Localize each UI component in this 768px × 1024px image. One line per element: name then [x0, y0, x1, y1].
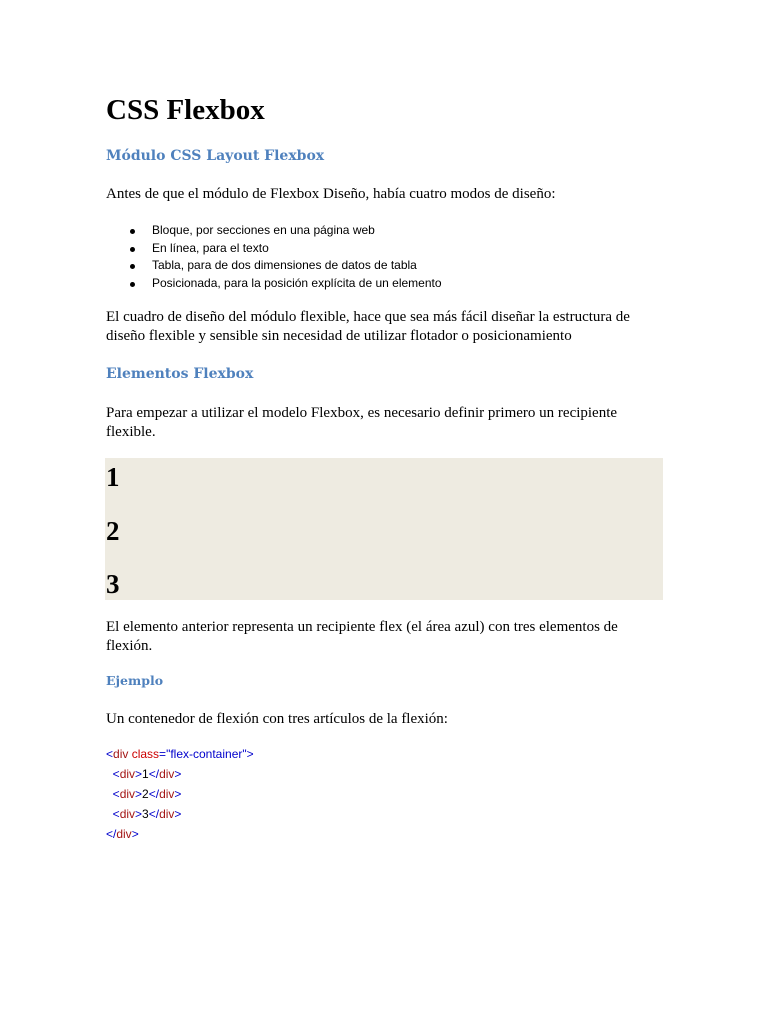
flex-container-intro: Para empezar a utilizar el modelo Flexbox, es necesario definir primero un recipiente flexible. [106, 405, 618, 440]
code-line-child: <div>1</div> [112, 767, 182, 781]
flex-item-1: 1 [106, 462, 120, 492]
list-item: Tabla, para de dos dimensiones de datos de tabla [106, 257, 442, 275]
intro-paragraph: Antes de que el módulo de Flexbox Diseño, había cuatro modos de diseño: [106, 186, 556, 202]
flex-item-2: 2 [106, 516, 120, 546]
flexible-box-paragraph: El cuadro de diseño del módulo flexible, hace que sea más fácil diseñar la estructura de diseño flexible y sensible sin necesidad de utilizar flotador o posicionamiento [106, 309, 630, 344]
flex-container-demo [105, 458, 663, 600]
section-heading-flexbox-elements: Elementos Flexbox [106, 366, 254, 382]
list-item: Bloque, por secciones en una página web [106, 222, 442, 240]
flex-container-description: El elemento anterior representa un recipiente flex (el área azul) con tres elementos de flexión. [106, 619, 618, 654]
code-line-close: </div> [106, 827, 139, 841]
code-line-open: <div class="flex-container"> [106, 747, 254, 761]
page-title: CSS Flexbox [106, 94, 265, 126]
list-item: Posicionada, para la posición explícita de un elemento [106, 275, 442, 293]
code-example [106, 744, 254, 844]
layout-modes-list [106, 222, 442, 292]
flex-item-3: 3 [106, 569, 120, 599]
code-line-child: <div>2</div> [112, 787, 182, 801]
example-heading: Ejemplo [106, 673, 164, 688]
list-item: En línea, para el texto [106, 240, 442, 258]
section-heading-flexbox-layout: Módulo CSS Layout Flexbox [106, 148, 325, 164]
code-line-child: <div>3</div> [112, 807, 182, 821]
example-intro: Un contenedor de flexión con tres artículos de la flexión: [106, 711, 448, 727]
